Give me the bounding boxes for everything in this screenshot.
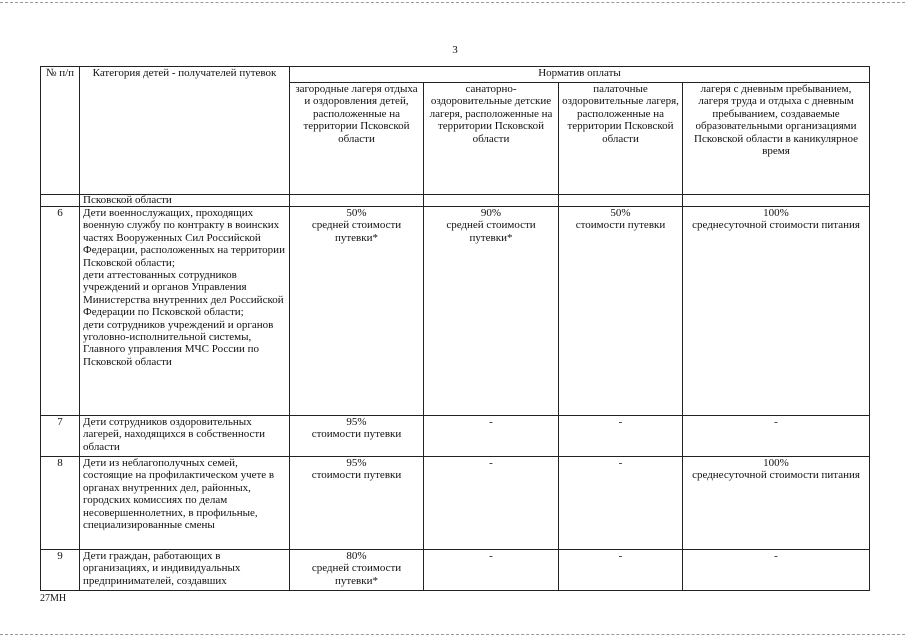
header-category: Категория детей - получателей путевок xyxy=(80,67,290,195)
row-value xyxy=(559,457,683,550)
value-pct: 50% xyxy=(346,207,367,219)
header-col-sanatorium-camps: санаторно-оздоровительные детские лагеря, расположенные на территории Псковской области xyxy=(424,83,559,195)
scan-top-edge xyxy=(0,2,905,3)
row-num: 7 xyxy=(41,416,80,457)
value-pct: 50% xyxy=(610,207,631,219)
value-pct: - xyxy=(774,550,778,562)
value-pct: 100% xyxy=(763,457,789,469)
category-paragraph: дети сотрудников учреждений и органов уголовно-исполнительной системы, Главного управления МЧС России по Псковской области xyxy=(83,318,274,368)
value-pct: 95% xyxy=(346,457,367,469)
document-code: 27МН xyxy=(40,593,67,604)
row-value xyxy=(559,207,683,416)
row-value xyxy=(559,550,683,591)
value-pct: - xyxy=(489,416,493,428)
row-value xyxy=(290,550,424,591)
header-col-day-camps: лагеря с дневным пребыванием, лагеря труда и отдыха с дневным пребыванием, создаваемые образовательными организациями Псковской области в каникулярное время xyxy=(683,83,870,195)
value-text: среднесуточной стоимости питания xyxy=(692,469,860,482)
value-text: средней стоимости путевки* xyxy=(446,219,536,244)
row-value xyxy=(424,207,559,416)
row-category xyxy=(80,457,290,550)
row-category xyxy=(80,550,290,591)
table-row xyxy=(41,207,870,416)
row-value xyxy=(290,457,424,550)
value-pct: - xyxy=(774,416,778,428)
row-category xyxy=(80,416,290,457)
value-text: стоимости путевки xyxy=(311,469,402,482)
table-header-row xyxy=(41,67,870,83)
value-pct: - xyxy=(618,550,623,562)
row-num: 6 xyxy=(41,207,80,416)
category-paragraph: Дети граждан, работающих в организациях, и индивидуальных предпринимателей, создавших xyxy=(83,550,241,587)
value-text: стоимости путевки xyxy=(311,428,402,441)
table-row xyxy=(41,550,870,591)
category-paragraph: Дети военнослужащих, проходящих военную службу по контракту в воинских частях Вооруженных Сил Российской Федерации, расположенных на территории Псковской области; xyxy=(83,207,285,269)
value-text: стоимости путевки xyxy=(575,219,666,232)
table-row xyxy=(41,457,870,550)
value-text: средней стоимости путевки* xyxy=(311,562,402,587)
row-value xyxy=(683,457,870,550)
header-col-tent-camps: палаточные оздоровительные лагеря, расположенные на территории Псковской области xyxy=(559,83,683,195)
value-text: средней стоимости путевки* xyxy=(311,219,402,244)
category-paragraph: Дети из неблагополучных семей, состоящие на профилактическом учете в органах внутренних дел, районных, городских комиссиях по делам несовершеннолетних, в профильные, специализированные смены xyxy=(83,457,275,532)
category-paragraph: Дети сотрудников оздоровительных лагерей, находящихся в собственности области xyxy=(83,416,266,453)
row-value xyxy=(559,416,683,457)
value-pct: 95% xyxy=(346,416,367,428)
row-value xyxy=(424,457,559,550)
page-number: 3 xyxy=(452,44,458,56)
row-value xyxy=(290,416,424,457)
row-value xyxy=(683,207,870,416)
value-pct: - xyxy=(618,457,623,469)
header-norm: Норматив оплаты xyxy=(290,67,870,83)
value-pct: - xyxy=(489,550,493,562)
row-category xyxy=(80,207,290,416)
table-row-continuation xyxy=(41,195,870,207)
category-paragraph: дети аттестованных сотрудников учреждений и органов Управления Министерства внутренних дел Российской Федерации по Псковской области; xyxy=(83,269,284,319)
row-num: 8 xyxy=(41,457,80,550)
row-value xyxy=(424,550,559,591)
continuation-text: Псковской области xyxy=(80,195,290,207)
value-pct: - xyxy=(489,457,493,469)
row-value xyxy=(290,207,424,416)
header-num: № п/п xyxy=(41,67,80,195)
payment-norms-table xyxy=(40,66,870,591)
row-value xyxy=(424,416,559,457)
value-pct: 80% xyxy=(346,550,367,562)
value-text: среднесуточной стоимости питания xyxy=(692,219,860,232)
row-num: 9 xyxy=(41,550,80,591)
table-row xyxy=(41,416,870,457)
scan-bottom-edge xyxy=(0,634,905,635)
value-pct: 90% xyxy=(480,207,502,219)
row-value xyxy=(683,550,870,591)
row-value xyxy=(683,416,870,457)
header-col-country-camps: загородные лагеря отдыха и оздоровления детей, расположенные на территории Псковской области xyxy=(290,83,424,195)
value-pct: 100% xyxy=(763,207,789,219)
value-pct: - xyxy=(618,416,623,428)
